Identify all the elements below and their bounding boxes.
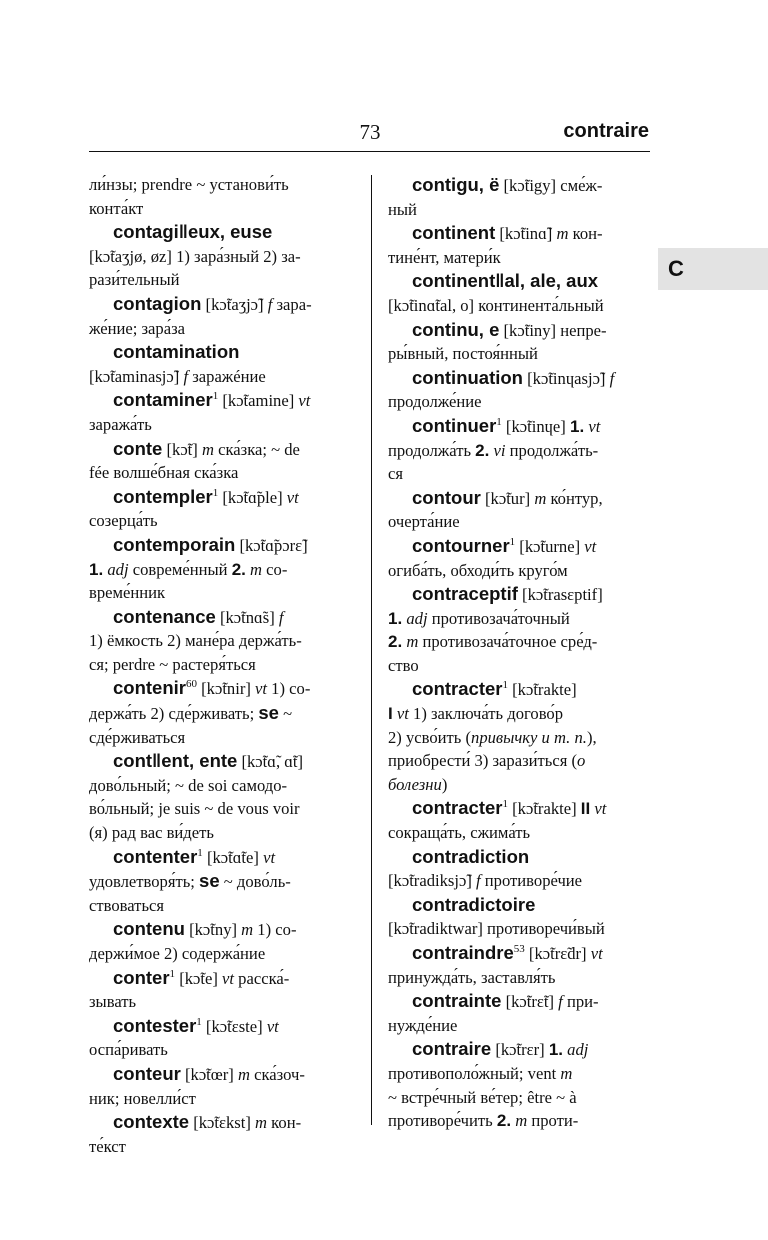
entry-text-line bbox=[388, 294, 649, 318]
text-segment: кон- bbox=[568, 224, 603, 244]
text-segment: рази́тельный bbox=[89, 270, 180, 290]
text-segment: противоре́чие bbox=[480, 871, 583, 891]
headword: se bbox=[199, 870, 220, 892]
superscript-index: 1 bbox=[509, 535, 516, 548]
text-segment: удовлетворя́ть; bbox=[89, 872, 200, 892]
sense-number: 2. bbox=[388, 632, 403, 652]
text-segment: расска́- bbox=[234, 968, 290, 988]
text-segment: [kɔ̃tɑ̃te] bbox=[202, 847, 264, 867]
grammar-label: vt bbox=[594, 799, 607, 819]
grammar-label: vt bbox=[590, 944, 603, 963]
text-segment: зывать bbox=[89, 992, 137, 1012]
entry-headline bbox=[388, 318, 649, 343]
superscript-index: 1 bbox=[502, 798, 508, 811]
superscript-index: 1 bbox=[496, 415, 502, 428]
text-segment: очерта́ние bbox=[388, 512, 460, 532]
entry-text-line bbox=[89, 869, 357, 894]
entry-text-line bbox=[388, 246, 649, 270]
entry-text-line bbox=[89, 774, 357, 798]
headword: contempler bbox=[113, 485, 213, 507]
headword: conte bbox=[113, 437, 163, 459]
headword: contenir bbox=[113, 677, 186, 699]
text-segment: [kɔ̃trɛr] bbox=[491, 1040, 549, 1060]
entry-headline bbox=[388, 582, 649, 607]
entry-headline bbox=[89, 340, 357, 365]
text-segment: ствоваться bbox=[89, 895, 165, 915]
entry-text-line bbox=[89, 990, 357, 1014]
grammar-label: vt bbox=[298, 391, 311, 411]
grammar-label: f bbox=[558, 992, 563, 1012]
text-segment: 1) со- bbox=[267, 679, 311, 699]
entry-text-line bbox=[89, 653, 357, 677]
entry-text-line bbox=[89, 726, 357, 750]
text-segment: [kɔ̃tur] bbox=[480, 488, 535, 508]
headword: contraindre bbox=[412, 942, 514, 963]
text-segment: [kɔ̃tny] bbox=[184, 920, 242, 940]
text-segment: заража́ть bbox=[89, 414, 152, 434]
entry-text-line bbox=[388, 198, 649, 222]
left-column bbox=[89, 173, 357, 1158]
text-segment: ска́зоч- bbox=[249, 1064, 305, 1084]
entry-headline bbox=[388, 796, 649, 821]
headword: contester bbox=[113, 1014, 197, 1036]
text-segment: [kɔ̃tradiktwar] противоречи́вый bbox=[388, 919, 605, 939]
entry-headline bbox=[388, 893, 649, 918]
grammar-label: f bbox=[609, 368, 615, 388]
text-segment: ), bbox=[586, 727, 597, 747]
entry-text-line bbox=[388, 607, 649, 631]
entry-text-line bbox=[89, 1038, 357, 1062]
text-segment: приобрести́ 3) зарази́ться ( bbox=[388, 751, 577, 771]
entry-headline bbox=[388, 1037, 649, 1062]
headword: continent bbox=[412, 222, 496, 244]
entry-headline bbox=[89, 845, 357, 870]
entry-text-line bbox=[388, 726, 649, 750]
headword: contagi‖eux, euse bbox=[113, 221, 273, 243]
entry-headline bbox=[388, 414, 649, 439]
entry-text-line bbox=[89, 629, 357, 653]
text-segment: ли́нзы; prendre ~ установи́ть bbox=[89, 175, 289, 194]
entry-text-line bbox=[89, 173, 357, 197]
text-segment: держи́мое 2) содержа́ние bbox=[89, 944, 266, 963]
entry-text-line bbox=[388, 773, 649, 797]
grammar-label: vt bbox=[588, 416, 601, 436]
text-segment: ры́вный, постоя́нный bbox=[388, 344, 538, 364]
entry-text-line bbox=[89, 365, 357, 389]
grammar-label: vi bbox=[493, 440, 506, 460]
text-segment: [kɔ̃taʒjø, øz] 1) зара́зный 2) за- bbox=[89, 246, 301, 266]
entry-headline bbox=[89, 437, 357, 462]
grammar-label: vt bbox=[584, 536, 597, 556]
entry-text-line bbox=[89, 413, 357, 437]
grammar-label: m bbox=[241, 920, 254, 940]
text-segment: ный bbox=[388, 199, 417, 219]
text-segment: [kɔ̃trɛ̃t] bbox=[501, 992, 559, 1012]
grammar-label: m bbox=[515, 1111, 528, 1131]
entry-headline bbox=[388, 221, 649, 246]
entry-text-line bbox=[89, 1087, 357, 1111]
grammar-label: adj bbox=[567, 1040, 589, 1060]
text-segment: [kɔ̃trasɛptif] bbox=[517, 585, 603, 605]
entry-headline bbox=[388, 941, 649, 966]
entry-headline bbox=[89, 220, 357, 245]
entry-text-line bbox=[388, 1014, 649, 1038]
text-segment: продолжа́ть- bbox=[505, 440, 599, 460]
headword: contradictoire bbox=[412, 893, 536, 915]
entry-headline bbox=[388, 269, 649, 294]
entry-headline bbox=[388, 989, 649, 1014]
entry-headline bbox=[89, 605, 357, 630]
text-segment: [kɔ̃turne] bbox=[515, 536, 585, 556]
entry-text-line bbox=[388, 630, 649, 654]
headword: contenance bbox=[113, 605, 216, 627]
text-segment: при- bbox=[562, 992, 599, 1012]
text-segment: [kɔ̃tœr] bbox=[180, 1064, 238, 1084]
grammar-label: f bbox=[278, 607, 284, 627]
text-segment: (я) рад вас ви́деть bbox=[89, 823, 214, 843]
entry-headline bbox=[89, 1014, 357, 1039]
text-segment: ) bbox=[441, 774, 448, 794]
entry-headline bbox=[388, 534, 649, 559]
headword: contracter bbox=[412, 797, 503, 819]
text-segment: зара- bbox=[272, 294, 312, 314]
text-segment: [kɔ̃trakte] bbox=[507, 799, 581, 819]
text-segment: [kɔ̃tiny] непре- bbox=[499, 320, 607, 340]
entry-headline bbox=[89, 292, 357, 317]
headword: conter bbox=[113, 966, 170, 988]
sense-number: 1. bbox=[569, 416, 585, 436]
entry-text-line bbox=[388, 342, 649, 366]
text-segment: 1) со- bbox=[253, 920, 297, 940]
thumb-index-tab bbox=[658, 248, 768, 290]
entry-headline bbox=[388, 677, 649, 702]
entry-text-line bbox=[89, 1135, 357, 1159]
headword: contaminer bbox=[113, 389, 213, 411]
entry-text-line bbox=[89, 461, 357, 485]
grammar-label: f bbox=[267, 294, 273, 314]
headword: contemporain bbox=[113, 533, 236, 555]
text-segment: време́нник bbox=[89, 583, 166, 603]
headword: se bbox=[258, 702, 279, 724]
entry-text-line bbox=[89, 509, 357, 533]
header-rule bbox=[89, 151, 650, 152]
entry-text-line bbox=[388, 390, 649, 414]
superscript-index: 60 bbox=[185, 678, 197, 691]
entry-headline bbox=[89, 676, 357, 701]
superscript-index: 1 bbox=[212, 486, 219, 499]
superscript-index: 1 bbox=[196, 1015, 202, 1028]
text-segment: [kɔ̃t] bbox=[162, 439, 202, 459]
headword: contraire bbox=[412, 1038, 492, 1060]
entry-text-line bbox=[89, 821, 357, 845]
text-segment: 1) заключа́ть догово́р bbox=[408, 704, 564, 724]
text-segment: сокраща́ть, сжима́ть bbox=[388, 823, 531, 843]
entry-text-line bbox=[388, 654, 649, 678]
superscript-index: 1 bbox=[502, 679, 508, 692]
text-segment: ска́зка; ~ de bbox=[213, 439, 300, 459]
entry-text-line bbox=[388, 966, 649, 990]
text-segment: дово́льный; ~ de soi самодо- bbox=[89, 775, 288, 795]
grammar-label: m bbox=[560, 1063, 573, 1083]
entry-headline bbox=[89, 485, 357, 510]
grammar-label: m bbox=[250, 559, 263, 579]
text-segment: противозача́точное сре́д- bbox=[418, 632, 598, 652]
text-segment: держа́ть 2) сде́рживать; bbox=[89, 704, 259, 724]
grammar-label: m bbox=[556, 224, 569, 244]
text-segment: продолжа́ть bbox=[388, 440, 476, 460]
grammar-label: vt bbox=[263, 847, 276, 867]
grammar-label: болезни bbox=[388, 774, 442, 794]
grammar-label: о bbox=[577, 751, 586, 771]
right-column bbox=[388, 173, 649, 1133]
headword: contour bbox=[412, 486, 481, 508]
headword: continuation bbox=[412, 366, 523, 388]
text-segment: ~ bbox=[278, 704, 293, 724]
text-segment: [kɔ̃tamine] bbox=[218, 391, 299, 411]
entry-headline bbox=[89, 917, 357, 942]
text-segment: огиба́ть, обходи́ть круго́м bbox=[388, 560, 568, 580]
entry-text-line bbox=[89, 797, 357, 821]
text-segment: противозача́точный bbox=[427, 608, 570, 628]
text-segment: ко́нтур, bbox=[546, 488, 603, 508]
text-segment: [kɔ̃trakte] bbox=[507, 680, 577, 700]
text-segment: созерца́ть bbox=[89, 511, 158, 531]
page-number: 73 bbox=[359, 120, 381, 144]
sense-number: 2. bbox=[496, 1111, 512, 1131]
entry-headline bbox=[388, 366, 649, 391]
text-segment: [kɔ̃tradiksjɔ̃] bbox=[388, 871, 477, 891]
entry-headline bbox=[89, 1062, 357, 1087]
superscript-index: 1 bbox=[169, 967, 176, 980]
text-segment: принужда́ть, заставля́ть bbox=[388, 967, 556, 987]
entry-headline bbox=[388, 845, 649, 870]
text-segment: тине́нт, матери́к bbox=[388, 247, 501, 267]
text-segment: [kɔ̃tɑ̃pɔrɛ̃] bbox=[235, 535, 308, 555]
grammar-label: m bbox=[255, 1113, 268, 1133]
text-segment: [kɔ̃te] bbox=[175, 968, 223, 988]
text-segment: же́ние; зара́за bbox=[89, 318, 185, 338]
entry-headline bbox=[89, 966, 357, 991]
text-segment: [kɔ̃tɑ̃, ɑ̃t] bbox=[237, 752, 304, 772]
grammar-label: m bbox=[201, 439, 214, 459]
headword: contamination bbox=[113, 341, 240, 363]
text-segment: ся bbox=[388, 464, 403, 484]
sense-number: 1. bbox=[548, 1040, 563, 1060]
text-segment: 2) усво́ить ( bbox=[388, 727, 472, 747]
entry-text-line bbox=[388, 1086, 649, 1110]
grammar-label: vt bbox=[266, 1016, 279, 1036]
superscript-index: 1 bbox=[212, 390, 219, 403]
grammar-label: f bbox=[476, 871, 481, 891]
text-segment: кон- bbox=[267, 1113, 302, 1133]
text-segment: совреме́нный bbox=[128, 559, 232, 579]
superscript-index: 53 bbox=[513, 943, 525, 955]
text-segment: ство bbox=[388, 655, 419, 675]
entry-text-line bbox=[388, 439, 649, 463]
text-segment: [kɔ̃tnɑ̃s] bbox=[215, 607, 279, 627]
text-segment: [kɔ̃tinɥasjɔ̃] bbox=[522, 368, 610, 388]
entry-text-line bbox=[388, 559, 649, 583]
text-segment: противополо́жный; vent bbox=[388, 1063, 561, 1083]
text-segment: конта́кт bbox=[89, 198, 144, 218]
text-segment: [kɔ̃tigy] сме́ж- bbox=[499, 176, 603, 195]
entry-text-line bbox=[388, 821, 649, 845]
headword: contenter bbox=[113, 845, 198, 867]
text-segment: [kɔ̃trɛ̃dr] bbox=[524, 944, 591, 963]
text-segment: ся; perdre ~ растеря́ться bbox=[89, 654, 256, 674]
text-segment: 1) ёмкость 2) мане́ра держа́ть- bbox=[89, 631, 302, 651]
text-segment: [kɔ̃taʒjɔ̃] bbox=[201, 294, 268, 314]
entry-headline bbox=[89, 749, 357, 774]
entry-text-line bbox=[388, 869, 649, 893]
text-segment: оспа́ривать bbox=[89, 1040, 168, 1060]
grammar-label: vt bbox=[396, 704, 409, 724]
grammar-label: привычку и т. п. bbox=[471, 727, 587, 747]
headword: continent‖al, ale, aux bbox=[412, 270, 599, 292]
headword: contraceptif bbox=[412, 583, 518, 605]
text-segment: заражéние bbox=[188, 366, 266, 386]
entry-text-line bbox=[388, 510, 649, 534]
entry-text-line bbox=[388, 1109, 649, 1133]
text-segment: ~ встре́чный ве́тер; être ~ à bbox=[388, 1087, 577, 1107]
grammar-label: f bbox=[183, 366, 189, 386]
entry-headline bbox=[89, 1110, 357, 1135]
entry-text-line bbox=[89, 197, 357, 221]
entry-text-line bbox=[388, 917, 649, 941]
headword: contenu bbox=[113, 918, 185, 940]
entry-headline bbox=[89, 388, 357, 413]
headword: contracter bbox=[412, 678, 503, 700]
running-head: contraire bbox=[563, 120, 649, 142]
column-divider bbox=[371, 175, 372, 1125]
text-segment: [kɔ̃tinɥe] bbox=[501, 416, 570, 436]
entry-text-line bbox=[89, 894, 357, 918]
entry-text-line bbox=[89, 701, 357, 726]
grammar-label: vt bbox=[222, 968, 235, 988]
entry-text-line bbox=[388, 462, 649, 486]
text-segment: ник; новелли́ст bbox=[89, 1088, 196, 1108]
sense-number: 2. bbox=[231, 559, 246, 579]
grammar-label: adj bbox=[107, 559, 129, 579]
text-segment: [kɔ̃tnir] bbox=[196, 679, 256, 699]
entry-text-line bbox=[388, 1062, 649, 1086]
entry-text-line bbox=[89, 317, 357, 341]
grammar-label: adj bbox=[406, 608, 428, 628]
entry-headline bbox=[388, 486, 649, 511]
text-segment: [kɔ̃tɛkst] bbox=[189, 1113, 256, 1133]
entry-text-line bbox=[89, 558, 357, 582]
entry-text-line bbox=[388, 702, 649, 726]
headword: continu, e bbox=[412, 318, 500, 340]
text-segment: [kɔ̃tinɑ̃tal, o] континента́льный bbox=[388, 295, 604, 315]
sense-number: 1. bbox=[388, 608, 403, 628]
headword: contexte bbox=[113, 1111, 190, 1133]
text-segment: нужде́ние bbox=[388, 1015, 458, 1035]
headword: contradiction bbox=[412, 845, 530, 867]
sense-number: II bbox=[580, 799, 591, 819]
headword: contigu, ë bbox=[412, 174, 500, 195]
headword: contourner bbox=[412, 534, 510, 556]
grammar-label: m bbox=[406, 632, 419, 652]
headword: continuer bbox=[412, 414, 497, 436]
sense-number: 2. bbox=[475, 440, 490, 460]
text-segment: [kɔ̃tɛste] bbox=[201, 1016, 267, 1036]
superscript-index: 1 bbox=[197, 846, 203, 859]
grammar-label: m bbox=[534, 488, 547, 508]
headword: contrainte bbox=[412, 990, 502, 1012]
headword: conteur bbox=[113, 1062, 181, 1084]
text-segment: fée волше́бная ска́зка bbox=[89, 463, 239, 483]
headword: cont‖ent, ente bbox=[113, 750, 238, 772]
text-segment: во́льный; je suis ~ de vous voir bbox=[89, 799, 300, 819]
grammar-label: m bbox=[237, 1064, 250, 1084]
entry-text-line bbox=[388, 749, 649, 773]
entry-headline bbox=[388, 173, 649, 198]
entry-headline bbox=[89, 533, 357, 558]
text-segment: сде́рживаться bbox=[89, 727, 186, 747]
text-segment: [kɔ̃tinɑ̃] bbox=[495, 224, 557, 244]
entry-text-line bbox=[89, 268, 357, 292]
headword: contagion bbox=[113, 292, 202, 314]
entry-text-line bbox=[89, 942, 357, 966]
thumb-index-letter: C bbox=[668, 256, 684, 281]
sense-number: 1. bbox=[89, 559, 104, 579]
text-segment: [kɔ̃taminasjɔ̃] bbox=[89, 366, 184, 386]
text-segment: со- bbox=[262, 559, 288, 579]
grammar-label: vt bbox=[286, 487, 299, 507]
text-segment: противоре́чить bbox=[388, 1111, 497, 1131]
text-segment: ~ дово́ль- bbox=[219, 872, 291, 892]
sense-number: I bbox=[388, 704, 393, 724]
text-segment: те́кст bbox=[89, 1136, 126, 1156]
text-segment: проти- bbox=[527, 1111, 579, 1131]
grammar-label: vt bbox=[255, 679, 268, 699]
entry-text-line bbox=[89, 581, 357, 605]
text-segment: [kɔ̃tɑ̃ple] bbox=[218, 487, 287, 507]
entry-text-line bbox=[89, 245, 357, 269]
text-segment: продолже́ние bbox=[388, 392, 482, 412]
